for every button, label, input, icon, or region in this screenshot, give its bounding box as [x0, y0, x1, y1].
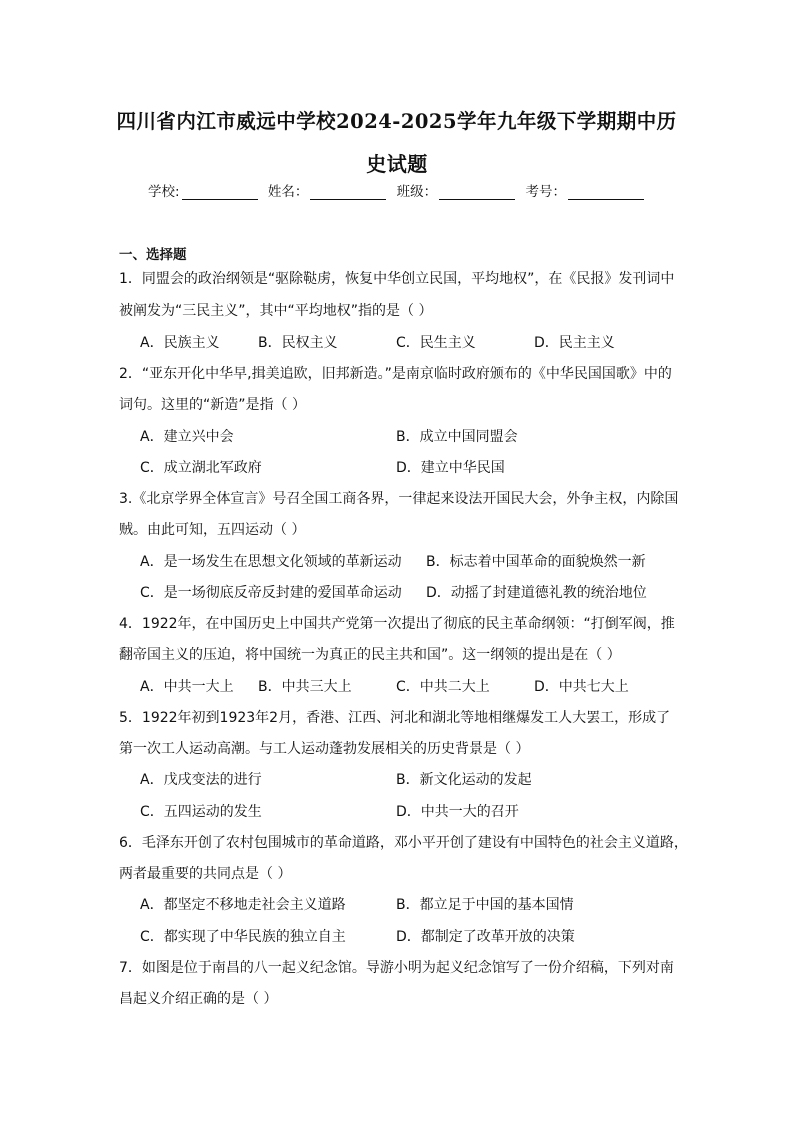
section-heading: 一、选择题 — [119, 247, 187, 263]
question-1-line-2: 被阐发为“三民主义”，其中“平均地权”指的是（ ） — [119, 303, 433, 319]
question-4-option-d[interactable]: D．中共七大上 — [534, 679, 629, 695]
question-3-option-b[interactable]: B．标志着中国革命的面貌焕然一新 — [426, 554, 646, 570]
question-2-line-1: 2．“亚东开化中华早,揖美追欧，旧邦新造。”是南京临时政府颁布的《中华民国国歌》中的 — [119, 366, 672, 382]
question-6-line-1: 6．毛泽东开创了农村包围城市的革命道路，邓小平开创了建设有中国特色的社会主义道路， — [119, 835, 688, 851]
name-label: 姓名： — [267, 184, 309, 200]
question-4-option-a[interactable]: A．中共一大上 — [140, 679, 234, 695]
question-6-option-a[interactable]: A．都坚定不移地走社会主义道路 — [140, 897, 346, 913]
question-2-line-2: 词句。这里的“新造”是指（ ） — [119, 397, 306, 413]
question-7-line-1: 7．如图是位于南昌的八一起义纪念馆。导游小明为起义纪念馆写了一份介绍稿，下列对南 — [119, 960, 674, 976]
question-3-option-a[interactable]: A．是一场发生在思想文化领域的革新运动 — [140, 554, 402, 570]
class-field[interactable] — [439, 185, 515, 200]
school-label: 学校: — [148, 184, 180, 200]
question-5-line-1: 5．1922年初到1923年2月，香港、江西、河北和湖北等地相继爆发工人大罢工，形成了 — [119, 710, 671, 726]
question-1-option-a[interactable]: A．民族主义 — [140, 335, 220, 351]
question-3-option-c[interactable]: C．是一场彻底反帝反封建的爱国革命运动 — [140, 585, 402, 601]
class-label: 班级： — [396, 184, 438, 200]
question-4-line-2: 翻帝国主义的压迫，将中国统一为真正的民主共和国”。这一纲领的提出是在（ ） — [119, 647, 621, 663]
question-4-option-c[interactable]: C．中共二大上 — [396, 679, 490, 695]
question-2-option-d[interactable]: D．建立中华民国 — [396, 460, 505, 476]
question-1-line-1: 1．同盟会的政治纲领是“驱除鞑虏，恢复中华创立民国，平均地权”，在《民报》发刊词中 — [119, 271, 675, 287]
student-info-row — [0, 180, 794, 200]
question-3-option-d[interactable]: D．动摇了封建道德礼教的统治地位 — [426, 585, 647, 601]
question-2-option-a[interactable]: A．建立兴中会 — [140, 429, 234, 445]
question-2-option-c[interactable]: C．成立湖北军政府 — [140, 460, 262, 476]
school-field[interactable] — [182, 185, 258, 200]
exam-title-line-1: 四川省内江市威远中学校2024-2025学年九年级下学期期中历 — [116, 109, 678, 133]
question-6-option-d[interactable]: D．都制定了改革开放的决策 — [396, 929, 575, 945]
question-3-line-1: 3.《北京学界全体宣言》号召全国工商各界，一律起来设法开国民大会，外争主权，内除国 — [119, 491, 679, 507]
question-4-option-b[interactable]: B．中共三大上 — [258, 679, 352, 695]
question-2-option-b[interactable]: B．成立中国同盟会 — [396, 429, 518, 445]
question-5-option-a[interactable]: A．戊戌变法的进行 — [140, 772, 262, 788]
question-6-option-c[interactable]: C．都实现了中华民族的独立自主 — [140, 929, 346, 945]
number-label: 考号： — [525, 184, 566, 200]
question-5-line-2: 第一次工人运动高潮。与工人运动蓬勃发展相关的历史背景是（ ） — [119, 741, 530, 757]
question-3-line-2: 贼。由此可知，五四运动（ ） — [119, 522, 306, 538]
question-6-option-b[interactable]: B．都立足于中国的基本国情 — [396, 897, 574, 913]
name-field[interactable] — [310, 185, 386, 200]
question-1-option-b[interactable]: B．民权主义 — [258, 335, 338, 351]
question-4-line-1: 4．1922年，在中国历史上中国共产党第一次提出了彻底的民主革命纲领：“打倒军阀，推 — [119, 616, 675, 632]
question-5-option-d[interactable]: D．中共一大的召开 — [396, 804, 519, 820]
question-1-option-d[interactable]: D．民主主义 — [534, 335, 615, 351]
exam-title-line-2: 史试题 — [366, 152, 428, 176]
question-1-option-c[interactable]: C．民生主义 — [396, 335, 476, 351]
question-5-option-c[interactable]: C．五四运动的发生 — [140, 804, 262, 820]
question-5-option-b[interactable]: B．新文化运动的发起 — [396, 772, 532, 788]
question-6-line-2: 两者最重要的共同点是（ ） — [119, 866, 292, 882]
question-7-line-2: 昌起义介绍正确的是（ ） — [119, 991, 278, 1007]
number-field[interactable] — [568, 185, 644, 200]
